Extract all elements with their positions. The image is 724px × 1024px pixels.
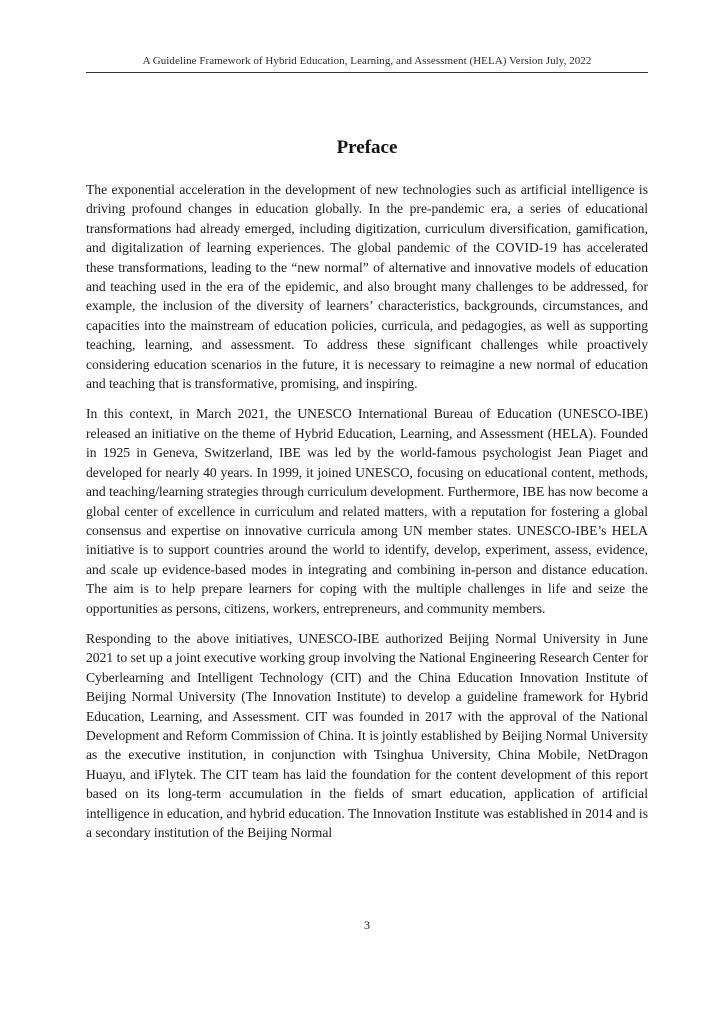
running-header: A Guideline Framework of Hybrid Education, Learning, and Assessment (HELA) Version July, 2022 xyxy=(142,55,592,67)
page-number: 3 xyxy=(364,918,370,932)
body-text xyxy=(86,180,648,853)
paragraph-2: In this context, in March 2021, the UNESCO International Bureau of Education (UNESCO-IBE) released an initiative on the theme of Hybrid Education, Learning, and Assessment (HELA). Founded in 1925 in Geneva, Switzerland, IBE was led by the world-famous psychologist Jean Piaget and developed for nearly 40 years. In 1999, it joined UNESCO, focusing on educational content, methods, and teaching/learning strategies through curriculum development. Furthermore, IBE has now become a global center of excellence in curriculum and related matters, with a reputation for fostering a global consensus and expertise on innovative curricula among UN member states. UNESCO-IBE’s HELA initiative is to support countries around the world to identify, develop, experiment, assess, evidence, and scale up evidence-based modes in integrating and combining in-person and distance education. The aim is to help prepare learners for coping with the multiple challenges in life and seize the opportunities as persons, citizens, workers, entrepreneurs, and community members. xyxy=(86,406,648,616)
page-title: Preface xyxy=(336,137,398,158)
paragraph-1: The exponential acceleration in the development of new technologies such as artificial intelligence is driving profound changes in education globally. In the pre-pandemic era, a series of educational transformations had already emerged, including digitization, curriculum diversification, gamification, and digitalization of learning experiences. The global pandemic of the COVID-19 has accelerated these transformations, leading to the “new normal” of alternative and innovative models of education and teaching used in the era of the epidemic, and also brought many challenges to be addressed, for example, the inclusion of the diversity of learners’ characteristics, backgrounds, circumstances, and capacities into the mainstream of education policies, curricula, and pedagogies, as well as supporting teaching, learning, and assessment. To address these significant challenges while proactively considering education scenarios in the future, it is necessary to reimagine a new normal of education and teaching that is transformative, promising, and inspiring. xyxy=(86,182,648,392)
header-divider xyxy=(86,72,648,73)
paragraph-3: Responding to the above initiatives, UNESCO-IBE authorized Beijing Normal University in June 2021 to set up a joint executive working group involving the National Engineering Research Center for Cyberlearning and Intelligent Technology (CIT) and the China Education Innovation Institute of Beijing Normal University (The Innovation Institute) to develop a guideline framework for Hybrid Education, Learning, and Assessment. CIT was founded in 2017 with the approval of the National Development and Reform Commission of China. It is jointly established by Beijing Normal University as the executive institution, in conjunction with Tsinghua University, China Mobile, NetDragon Huayu, and iFlytek. The CIT team has laid the foundation for the content development of this report based on its long-term accumulation in the fields of smart education, application of artificial intelligence in education, and hybrid education. The Innovation Institute was established in 2014 and is a secondary institution of the Beijing Normal xyxy=(86,630,648,840)
